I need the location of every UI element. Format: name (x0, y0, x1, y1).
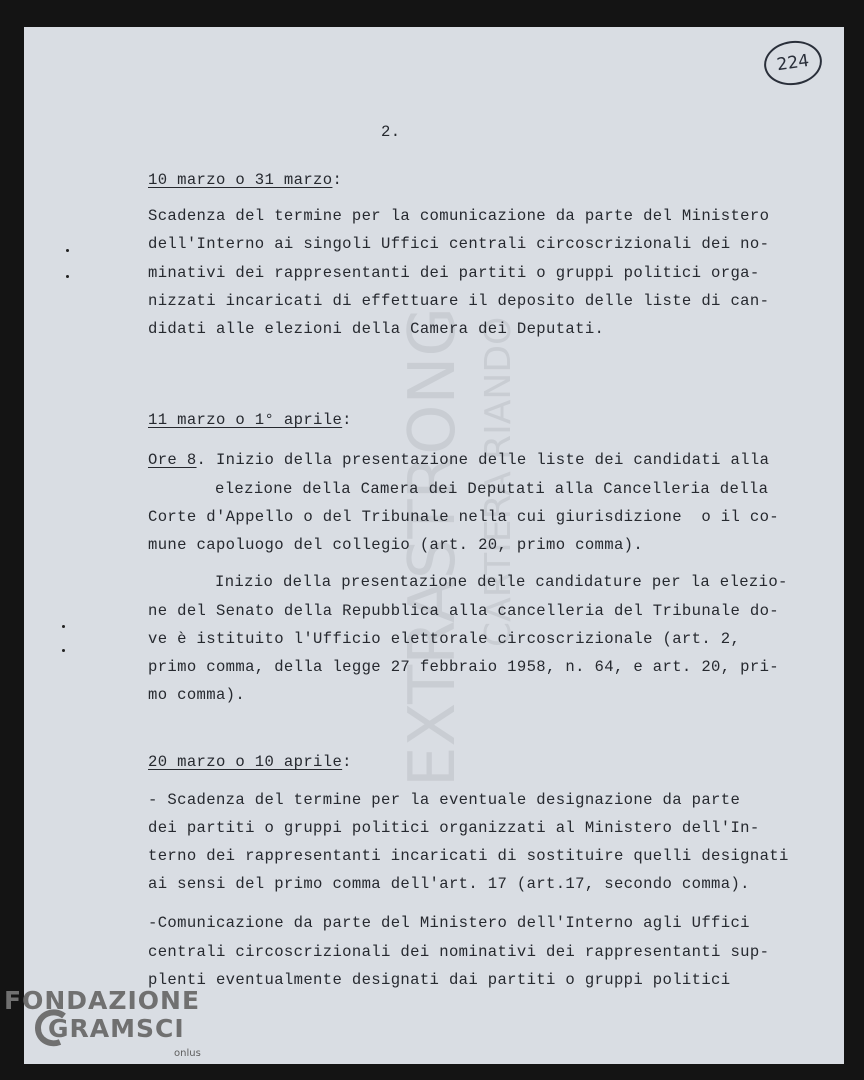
section-heading (148, 173, 342, 189)
logo-line-3: onlus (174, 1048, 201, 1059)
time-label: Ore 8 (148, 451, 197, 469)
text-line: Corte d'Appello o del Tribunale nella cui giurisdizione o il co- (148, 508, 780, 526)
date-heading: 11 marzo o 1° aprile (148, 411, 343, 429)
heading-colon: : (332, 171, 343, 189)
heading-colon: : (342, 753, 352, 771)
text-line: -Comunicazione da parte del Ministero dell'Interno agli Uffici (148, 914, 750, 932)
text-line: primo comma, della legge 27 febbraio 1958, n. 64, e art. 20, pri- (148, 658, 780, 676)
text-line (148, 453, 769, 469)
text-line: nizzati incaricati di effettuare il deposito delle liste di can- (148, 292, 770, 310)
text-line: Inizio della presentazione delle candidature per la elezio- (215, 573, 788, 591)
text-line: dell'Interno ai singoli Uffici centrali circoscrizionali dei no- (148, 235, 770, 253)
text-line: Scadenza del termine per la comunicazione da parte del Ministero (148, 207, 770, 225)
text-line: - Scadenza del termine per la eventuale designazione da parte (148, 791, 741, 809)
watermark-line-2: CARTIERA RIANDO (478, 316, 519, 647)
text-line: dei partiti o gruppi politici organizzati al Ministero dell'In- (148, 819, 760, 837)
text-line: elezione della Camera dei Deputati alla Cancelleria della (215, 480, 769, 498)
text-line: mune capoluogo del collegio (art. 20, primo comma). (148, 536, 644, 554)
archive-number-stamp: 224 (761, 37, 825, 89)
margin-dot (62, 649, 65, 652)
heading-colon: : (342, 411, 352, 429)
document-page (24, 27, 844, 1064)
margin-dot (66, 249, 69, 252)
margin-dot (66, 275, 69, 278)
watermark-line-1: EXTRASTRONG (396, 307, 470, 787)
text-line: ne del Senato della Repubblica alla cancelleria del Tribunale do- (148, 602, 780, 620)
page-number: 2. (381, 123, 401, 141)
date-heading: 10 marzo o 31 marzo (148, 171, 333, 189)
text-line: minativi dei rappresentanti dei partiti o gruppi politici orga- (148, 264, 760, 282)
margin-dot (62, 625, 65, 628)
text-line: ve è istituito l'Ufficio elettorale circoscrizionale (art. 2, (148, 630, 741, 648)
text-line: terno dei rappresentanti incaricati di sostituire quelli designati (148, 847, 789, 865)
text-line: mo comma). (148, 686, 246, 704)
text-line: plenti eventualmente designati dai partiti o gruppi politici (148, 971, 731, 989)
section-heading (148, 755, 352, 771)
text-line: centrali circoscrizionali dei nominativi dei rappresentanti sup- (148, 943, 770, 961)
logo-line-1: FONDAZIONE (4, 986, 201, 1015)
foundation-logo (4, 986, 224, 1076)
text-line-rest: . Inizio della presentazione delle liste dei candidati alla (196, 451, 770, 469)
logo-line-2: GRAMSCI (48, 1014, 185, 1043)
text-line: didati alle elezioni della Camera dei Deputati. (148, 320, 605, 338)
date-heading: 20 marzo o 10 aprile (148, 753, 343, 771)
section-heading (148, 413, 352, 429)
text-line: ai sensi del primo comma dell'art. 17 (art.17, secondo comma). (148, 875, 750, 893)
